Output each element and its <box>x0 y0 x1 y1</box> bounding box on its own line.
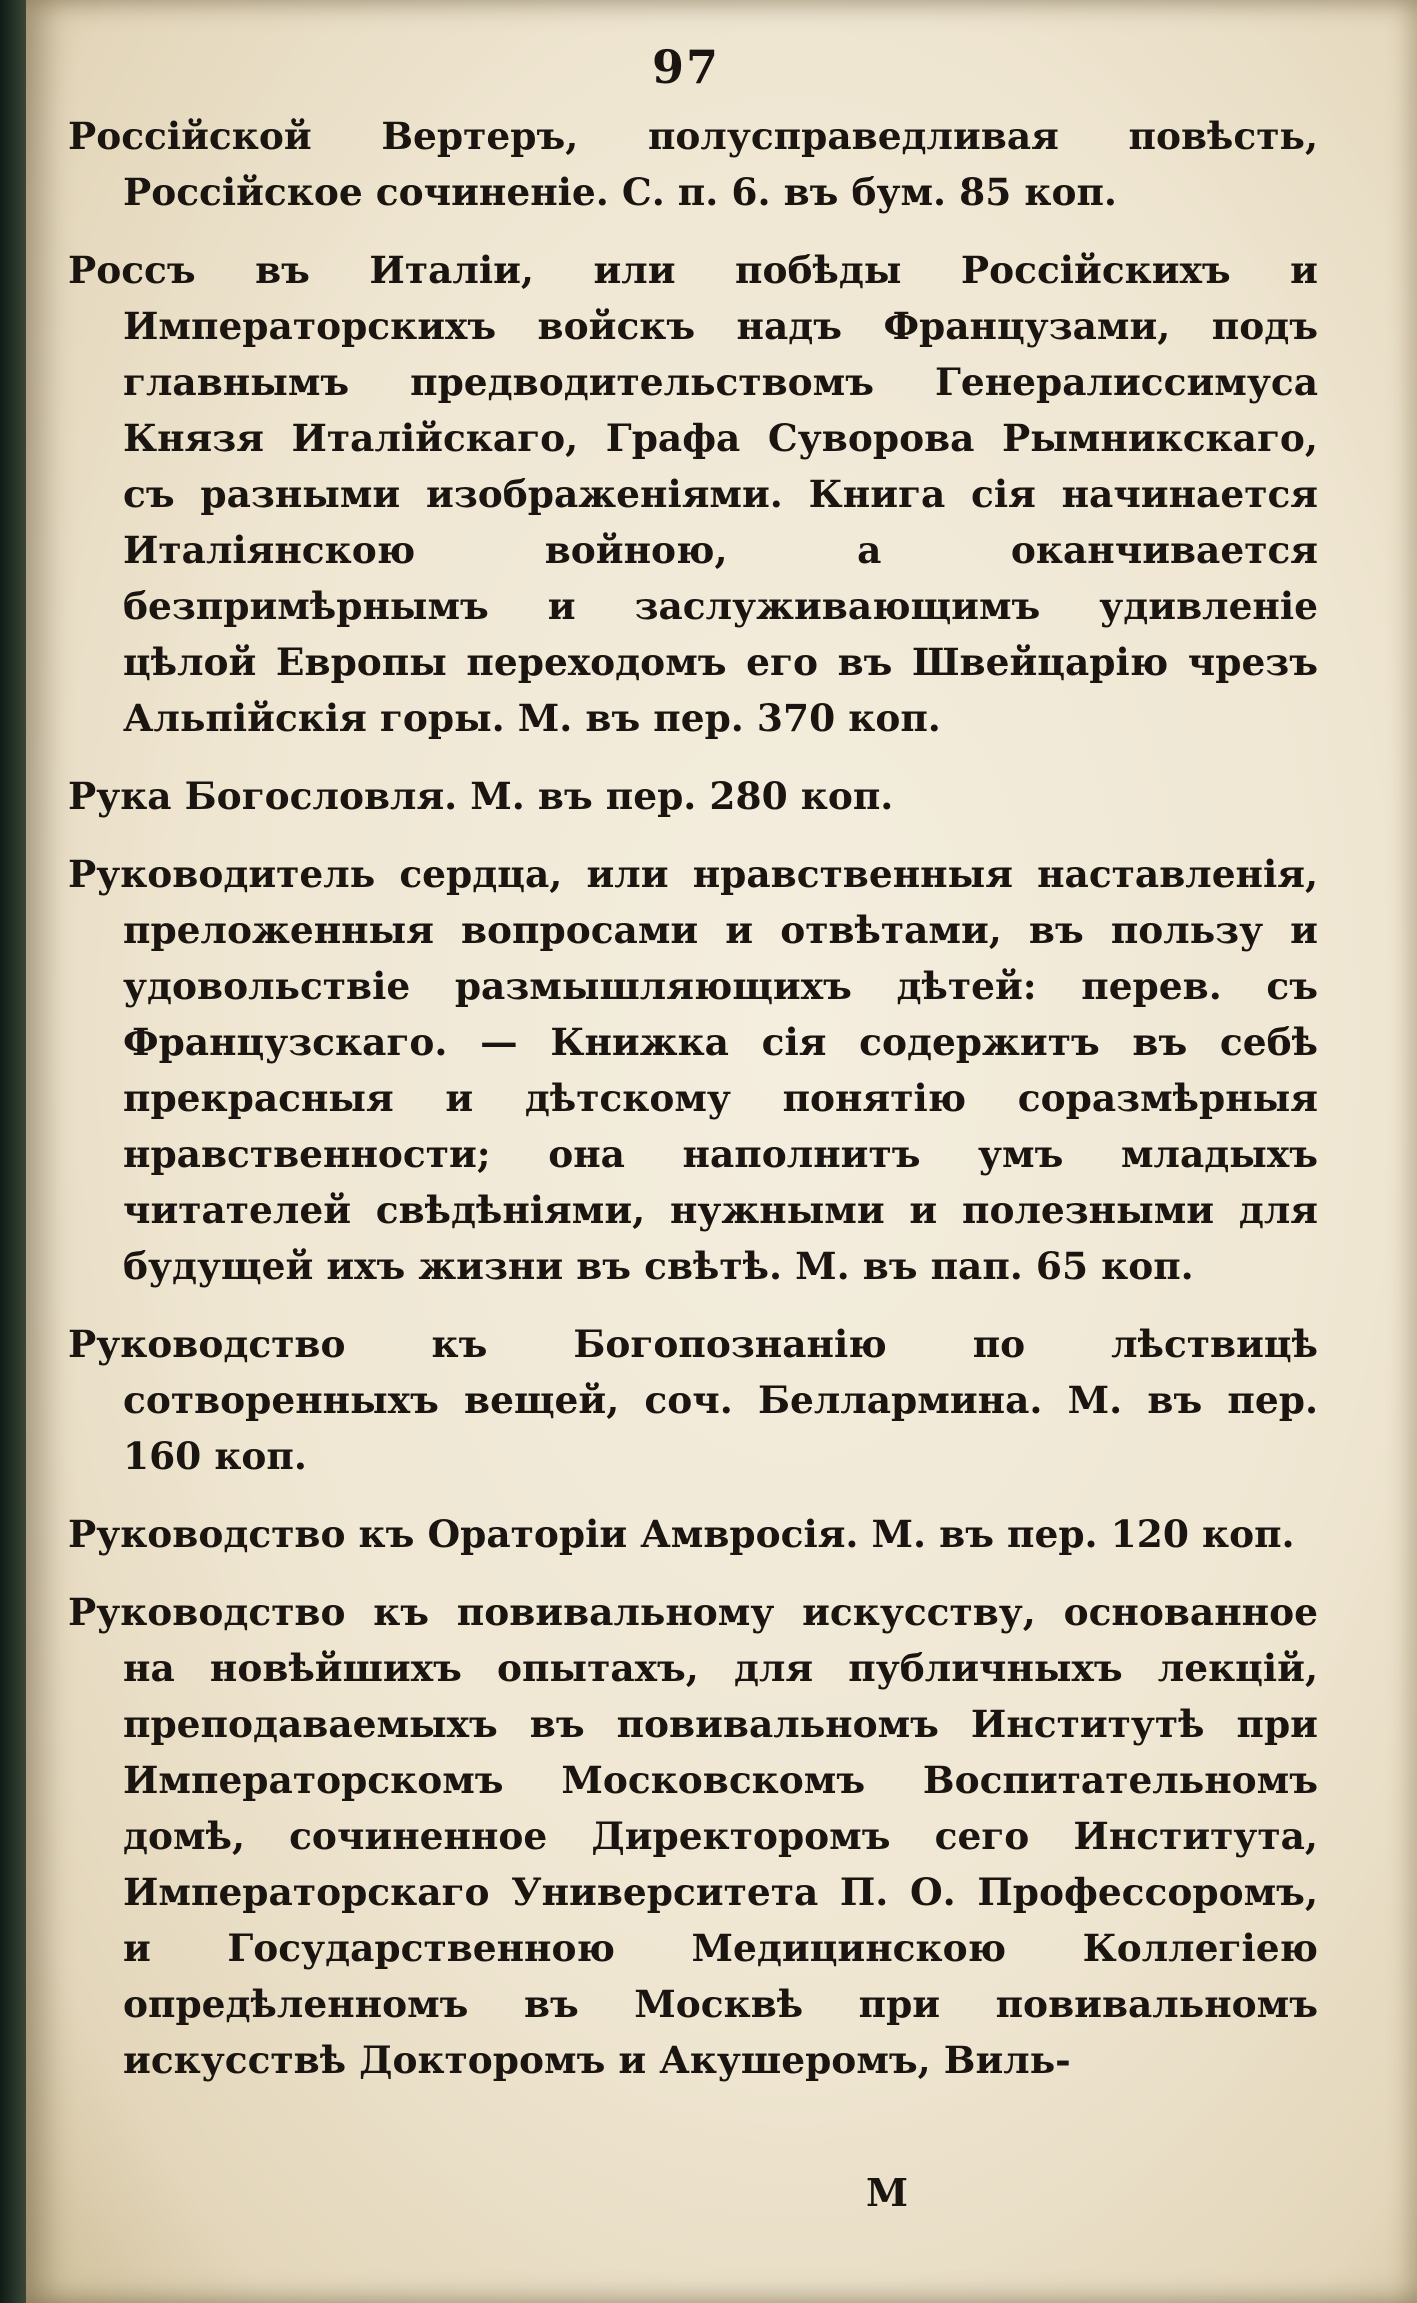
catchword: М <box>866 2170 909 2215</box>
catalog-entry <box>68 846 1318 1294</box>
entry-text: Рука Богословля. М. въ пер. 280 коп. <box>68 774 894 818</box>
catalog-entries <box>68 108 1318 2110</box>
book-page <box>26 0 1417 2303</box>
page-number: 97 <box>651 40 720 94</box>
entry-text: Россійской Вертеръ, полусправедливая повѣсть, Россійское сочиненіе. С. п. 6. въ бум. 85 коп. <box>68 114 1318 214</box>
catalog-entry <box>68 1506 1318 1562</box>
entry-text: Руководство къ Богопознанію по лѣствицѣ сотворенныхъ вещей, соч. Беллармина. М. въ пер. 160 коп. <box>68 1322 1318 1478</box>
entry-text: Руководство къ Ораторіи Амвросія. М. въ пер. 120 коп. <box>68 1512 1295 1556</box>
catalog-entry <box>68 1316 1318 1484</box>
entry-text: Руководитель сердца, или нравственныя наставленія, преложенныя вопросами и отвѣтами, въ пользу и удовольствіе размышляющихъ дѣтей: перев. съ Французскаго. — Книжка сія содержитъ въ себѣ прекрасныя и дѣтскому понятію соразмѣрныя нравственности; она наполнитъ умъ младыхъ читателей свѣдѣніями, нужными и полезными для будущей ихъ жизни въ свѣтѣ. М. въ пап. 65 коп. <box>68 852 1318 1288</box>
entry-text: Россъ въ Италіи, или побѣды Россійскихъ и Императорскихъ войскъ надъ Французами, подъ главнымъ предводительствомъ Генералиссимуса Князя Италійскаго, Графа Суворова Рымникскаго, съ разными изображеніями. Книга сія начинается Италіянскою войною, а оканчивается безпримѣрнымъ и заслуживающимъ удивленіе цѣлой Европы переходомъ его въ Швейцарію чрезъ Альпійскія горы. М. въ пер. 370 коп. <box>68 248 1318 740</box>
entry-text: Руководство къ повивальному искусству, основанное на новѣйшихъ опытахъ, для публичныхъ лекцій, преподаваемыхъ въ повивальномъ Институтѣ при Императорскомъ Московскомъ Воспитательномъ домѣ, сочиненное Директоромъ сего Института, Императорскаго Университета П. О. Профессоромъ, и Государственною Медицинскою Коллегіею опредѣленномъ въ Москвѣ при повивальномъ искусствѣ Докторомъ и Акушеромъ, Виль- <box>68 1590 1318 2082</box>
catalog-entry <box>68 108 1318 220</box>
catalog-entry <box>68 1584 1318 2088</box>
catalog-entry <box>68 242 1318 746</box>
catalog-entry <box>68 768 1318 824</box>
